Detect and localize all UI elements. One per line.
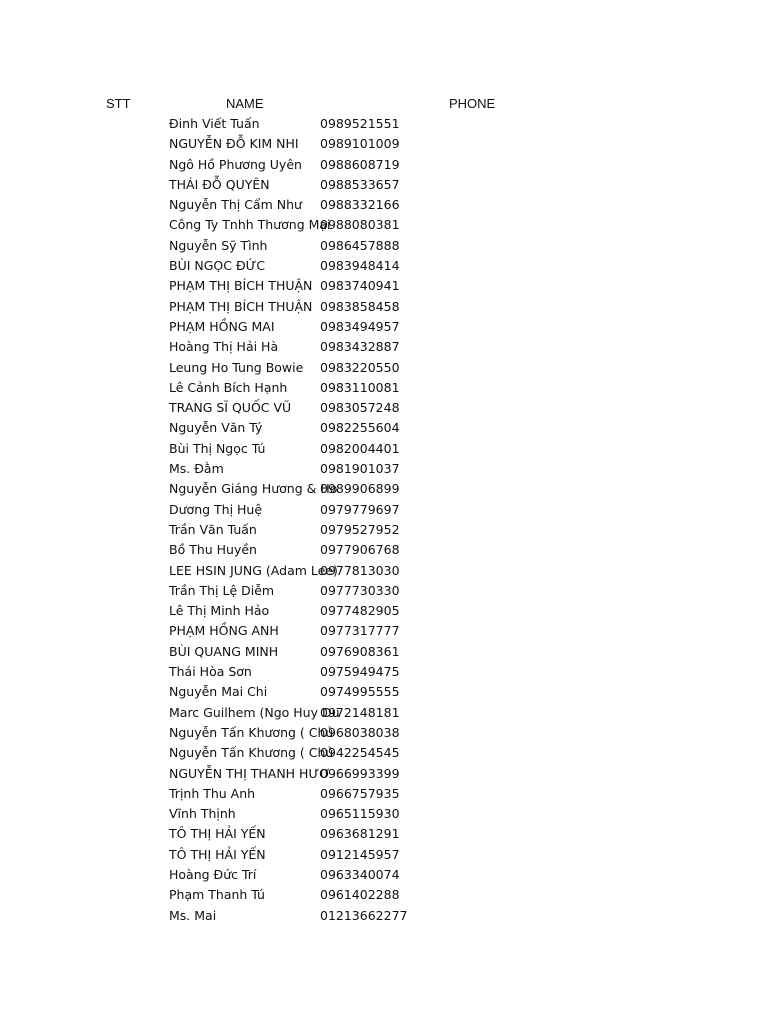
- table-row: [0, 215, 768, 235]
- table-row: [0, 865, 768, 885]
- contact-name-cell: Nguyễn Giáng Hương & Ho: [169, 481, 338, 497]
- contact-name-cell: THÁI ĐỖ QUYÊN: [169, 176, 270, 192]
- table-row: [0, 824, 768, 844]
- table-row: [0, 662, 768, 682]
- contact-phone-cell: 0983494957: [320, 318, 400, 334]
- contact-name-cell: TÔ THỊ HẢI YẾN: [169, 846, 266, 862]
- contact-name-cell: Ms. Đằm: [169, 461, 224, 477]
- table-row: [0, 155, 768, 175]
- contact-name-cell: Trần Thị Lệ Diễm: [169, 582, 275, 598]
- table-row: [0, 418, 768, 438]
- contact-name-cell: LEE HSIN JUNG (Adam Lee): [169, 562, 338, 578]
- contact-phone-cell: 0988332166: [320, 197, 400, 213]
- contact-phone-cell: 0979779697: [320, 501, 400, 517]
- contact-phone-cell: 0977730330: [320, 582, 400, 598]
- table-row: [0, 114, 768, 134]
- contact-phone-cell: 0972148181: [320, 704, 400, 720]
- contact-phone-cell: 0983110081: [320, 379, 400, 395]
- table-row: [0, 520, 768, 540]
- contact-name-cell: Leung Ho Tung Bowie: [169, 359, 304, 375]
- contact-name-cell: Nguyễn Văn Tý: [169, 420, 263, 436]
- table-row: [0, 540, 768, 560]
- contact-name-cell: PHẠM THỊ BÍCH THUẬN: [169, 278, 313, 294]
- table-row: [0, 845, 768, 865]
- contact-phone-cell: 0982004401: [320, 440, 400, 456]
- table-row: [0, 642, 768, 662]
- table-row: [0, 479, 768, 499]
- table-row: [0, 784, 768, 804]
- table-row: [0, 317, 768, 337]
- contact-name-cell: Nguyễn Tấn Khương ( Chủ: [169, 724, 334, 740]
- contact-name-cell: Nguyễn Thị Cẩm Như: [169, 197, 302, 213]
- contact-phone-cell: 0979527952: [320, 521, 400, 537]
- column-header-stt: STT: [106, 96, 131, 111]
- contact-name-cell: Hoàng Thị Hải Hà: [169, 339, 279, 355]
- table-row: [0, 459, 768, 479]
- contact-name-cell: NGUYỄN THỊ THANH HƯƠ: [169, 765, 331, 781]
- table-row: [0, 500, 768, 520]
- table-row: [0, 561, 768, 581]
- contact-phone-cell: 0983740941: [320, 278, 400, 294]
- table-row: [0, 621, 768, 641]
- contact-phone-cell: 0975949475: [320, 664, 400, 680]
- table-row: [0, 601, 768, 621]
- table-row: [0, 764, 768, 784]
- contact-phone-cell: 0982255604: [320, 420, 400, 436]
- contact-phone-cell: 0974995555: [320, 684, 400, 700]
- contact-phone-cell: 0988608719: [320, 156, 400, 172]
- table-row: [0, 337, 768, 357]
- contact-name-cell: Trịnh Thu Anh: [169, 785, 256, 801]
- column-header-phone: PHONE: [449, 96, 496, 111]
- contact-phone-cell: 0983858458: [320, 298, 400, 314]
- contact-name-cell: TRANG SĨ QUỐC VŨ: [169, 400, 292, 416]
- contact-name-cell: Đinh Viết Tuấn: [169, 116, 260, 131]
- table-row: [0, 885, 768, 905]
- table-row: [0, 723, 768, 743]
- contact-name-cell: PHẠM THỊ BÍCH THUẬN: [169, 298, 313, 314]
- contact-phone-cell: 0912145957: [320, 846, 400, 862]
- contact-name-cell: Bồ Thu Huyền: [169, 542, 257, 558]
- table-row: [0, 378, 768, 398]
- contact-name-cell: PHẠM HỒNG ANH: [169, 623, 279, 639]
- table-row: [0, 682, 768, 702]
- contact-name-cell: Lê Cảnh Bích Hạnh: [169, 379, 288, 395]
- contact-phone-cell: 0963681291: [320, 826, 400, 842]
- contact-name-cell: Nguyễn Tấn Khương ( Chủ: [169, 745, 334, 761]
- contact-phone-cell: 0983057248: [320, 400, 400, 416]
- contact-name-cell: Phạm Thanh Tú: [169, 887, 265, 903]
- contact-phone-cell: 0989101009: [320, 136, 400, 152]
- contact-name-cell: Nguyễn Sỹ Tình: [169, 237, 268, 253]
- contact-phone-cell: 0977317777: [320, 623, 400, 639]
- contact-phone-cell: 01213662277: [320, 907, 408, 923]
- contact-list: [0, 114, 768, 926]
- table-row: [0, 195, 768, 215]
- contact-phone-cell: 0988080381: [320, 217, 400, 233]
- contact-name-cell: NGUYỄN ĐỖ KIM NHI: [169, 136, 299, 152]
- table-row: [0, 276, 768, 296]
- contact-name-cell: BÙI NGỌC ĐỨC: [169, 258, 266, 274]
- table-row: [0, 398, 768, 418]
- contact-name-cell: Vĩnh Thịnh: [169, 806, 236, 822]
- contact-phone-cell: 0983220550: [320, 359, 400, 375]
- contact-name-cell: Trần Văn Tuấn: [169, 521, 257, 537]
- table-row: [0, 743, 768, 763]
- contact-phone-cell: 0989521551: [320, 116, 400, 131]
- table-row: [0, 439, 768, 459]
- contact-phone-cell: 0966757935: [320, 785, 400, 801]
- contact-phone-cell: 0981901037: [320, 461, 400, 477]
- contact-name-cell: Marc Guilhem (Ngo Huy Du: [169, 704, 340, 720]
- contact-phone-cell: 0965115930: [320, 806, 400, 822]
- contact-phone-cell: 0966993399: [320, 765, 400, 781]
- contact-phone-cell: 0961402288: [320, 887, 400, 903]
- contact-phone-cell: 0977906768: [320, 542, 400, 558]
- table-row: [0, 236, 768, 256]
- contact-name-cell: PHẠM HỒNG MAI: [169, 318, 275, 334]
- contact-phone-cell: 0977813030: [320, 562, 400, 578]
- contact-name-cell: Bùi Thị Ngọc Tú: [169, 440, 266, 456]
- contact-name-cell: Dương Thị Huệ: [169, 501, 263, 517]
- contact-phone-cell: 0986457888: [320, 237, 400, 253]
- contact-name-cell: Thái Hòa Sơn: [169, 664, 252, 680]
- table-row: [0, 906, 768, 926]
- contact-name-cell: TÔ THỊ HẢI YẾN: [169, 826, 266, 842]
- table-row: [0, 581, 768, 601]
- table-row: [0, 804, 768, 824]
- contact-name-cell: Hoàng Đức Trí: [169, 866, 257, 882]
- contact-phone-cell: 0942254545: [320, 745, 400, 761]
- table-row: [0, 703, 768, 723]
- contact-name-cell: Ms. Mai: [169, 907, 217, 923]
- table-row: [0, 256, 768, 276]
- contact-phone-cell: 0983432887: [320, 339, 400, 355]
- contact-name-cell: BÙI QUANG MINH: [169, 643, 279, 659]
- contact-phone-cell: 0988533657: [320, 176, 400, 192]
- contact-name-cell: Lê Thị Minh Hảo: [169, 603, 270, 619]
- table-row: [0, 297, 768, 317]
- contact-name-cell: Công Ty Tnhh Thương Mại: [169, 217, 331, 233]
- contact-phone-cell: 0989906899: [320, 481, 400, 497]
- contact-phone-cell: 0968038038: [320, 724, 400, 740]
- contact-phone-cell: 0983948414: [320, 258, 400, 274]
- contact-name-cell: Nguyễn Mai Chi: [169, 684, 268, 700]
- contact-phone-cell: 0963340074: [320, 866, 400, 882]
- table-row: [0, 175, 768, 195]
- contact-phone-cell: 0977482905: [320, 603, 400, 619]
- table-row: [0, 134, 768, 154]
- contact-phone-cell: 0976908361: [320, 643, 400, 659]
- contact-name-cell: Ngô Hồ Phương Uyên: [169, 156, 302, 172]
- table-row: [0, 358, 768, 378]
- column-header-name: NAME: [226, 96, 264, 111]
